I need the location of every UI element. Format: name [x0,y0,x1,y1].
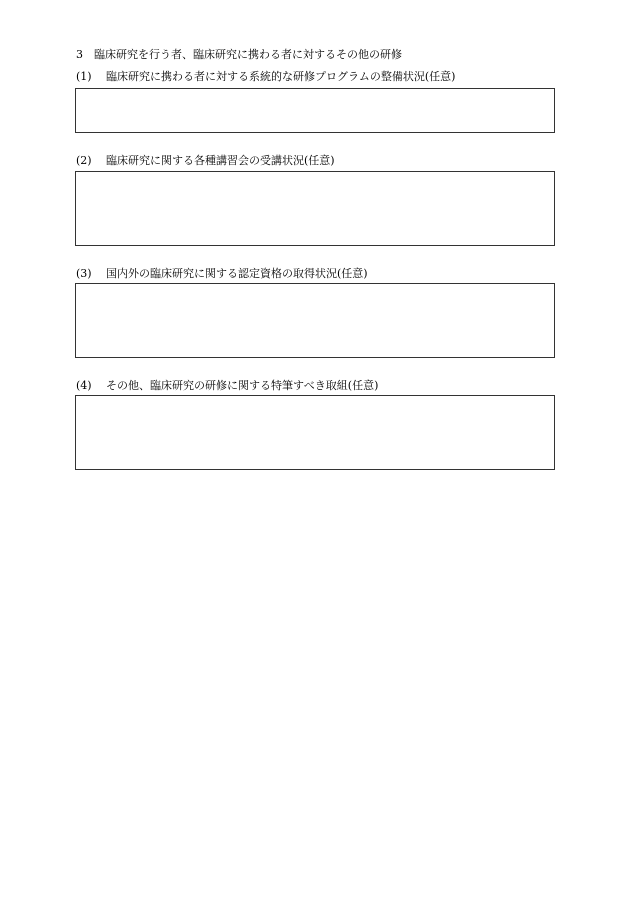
section-heading [76,48,402,62]
item-1-number: (1) [76,70,92,83]
item-2-answer-box[interactable] [75,171,555,246]
item-3-label [76,267,368,281]
item-2-number: (2) [76,154,92,167]
item-3-answer-box[interactable] [75,283,555,358]
item-2-label [76,154,335,168]
section-title: 臨床研究を行う者、臨床研究に携わる者に対するその他の研修 [94,48,402,61]
section-number: 3 [76,48,83,61]
item-4-text: その他、臨床研究の研修に関する特筆すべき取組(任意) [106,379,379,392]
item-3-text: 国内外の臨床研究に関する認定資格の取得状況(任意) [106,267,368,280]
item-3-number: (3) [76,267,92,280]
item-4-number: (4) [76,379,92,392]
item-1-answer-box[interactable] [75,88,555,133]
item-1-label [76,70,455,84]
item-2-text: 臨床研究に関する各種講習会の受講状況(任意) [106,154,335,167]
item-4-answer-box[interactable] [75,395,555,470]
item-4-label [76,379,378,393]
item-1-text: 臨床研究に携わる者に対する系統的な研修プログラムの整備状況(任意) [106,70,456,83]
